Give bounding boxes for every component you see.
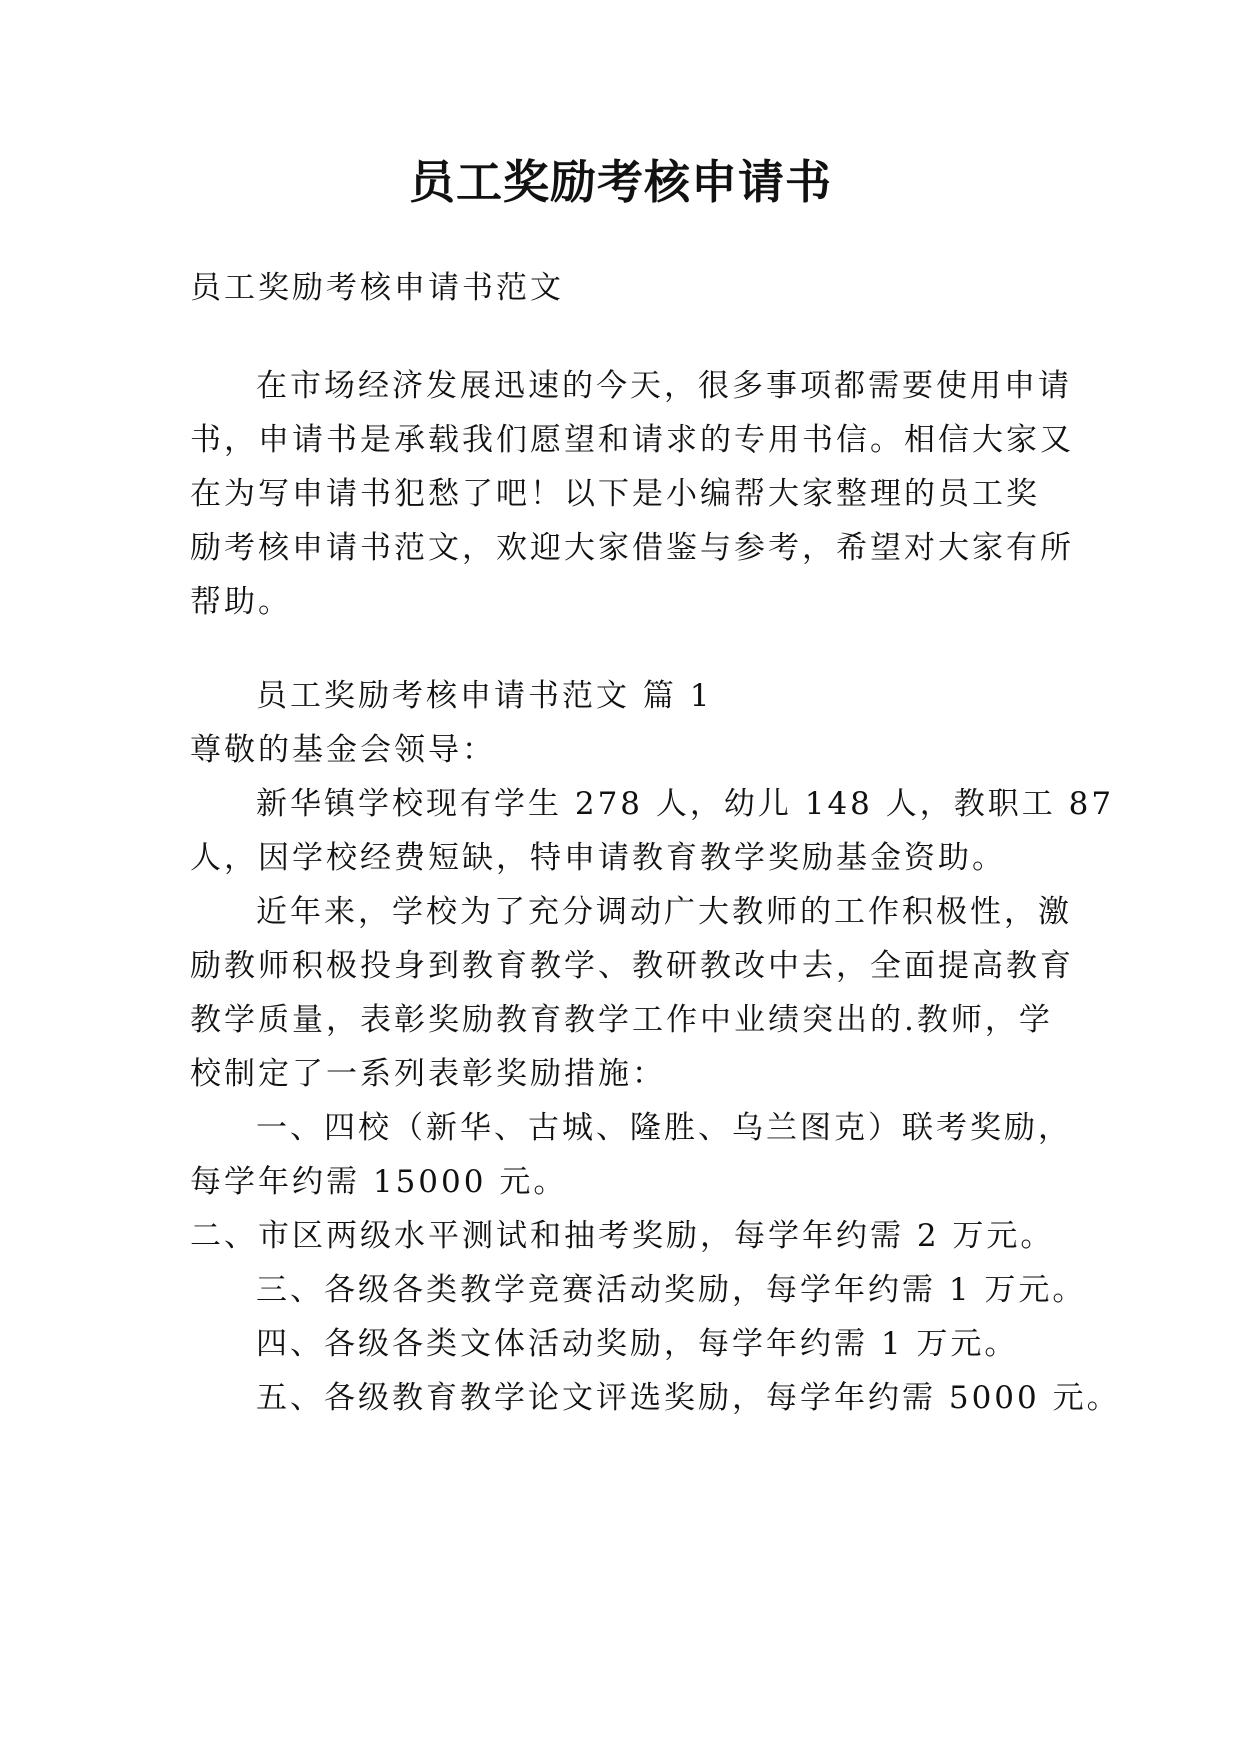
salutation: 尊敬的基金会领导：	[190, 732, 496, 768]
document-title: 员工奖励考核申请书	[409, 155, 832, 209]
body-line: 每学年约需 15000 元。	[190, 1164, 568, 1200]
body-line: 三、各级各类教学竞赛活动奖励，每学年约需 1 万元。	[256, 1272, 1087, 1308]
body-line: 二、市区两级水平测试和抽考奖励，每学年约需 2 万元。	[190, 1218, 1055, 1254]
body-line: 校制定了一系列表彰奖励措施：	[190, 1056, 666, 1092]
intro-line: 在市场经济发展迅速的今天，很多事项都需要使用申请	[256, 368, 1072, 404]
intro-line: 在为写申请书犯愁了吧！以下是小编帮大家整理的员工奖	[190, 476, 1040, 512]
intro-line: 书，申请书是承载我们愿望和请求的专用书信。相信大家又	[190, 422, 1074, 458]
document-subtitle: 员工奖励考核申请书范文	[190, 270, 564, 306]
body-line: 励教师积极投身到教育教学、教研教改中去，全面提高教育	[190, 948, 1074, 984]
intro-line: 帮助。	[190, 584, 292, 620]
body-line: 四、各级各类文体活动奖励，每学年约需 1 万元。	[256, 1326, 1019, 1362]
body-line: 五、各级教育教学论文评选奖励，每学年约需 5000 元。	[256, 1380, 1121, 1416]
body-line: 新华镇学校现有学生 278 人，幼儿 148 人，教职工 87	[256, 786, 1115, 822]
body-line: 教学质量，表彰奖励教育教学工作中业绩突出的.教师，学	[190, 1002, 1053, 1038]
intro-line: 励考核申请书范文，欢迎大家借鉴与参考，希望对大家有所	[190, 530, 1074, 566]
body-line: 近年来，学校为了充分调动广大教师的工作积极性，激	[256, 894, 1072, 930]
body-line: 人，因学校经费短缺，特申请教育教学奖励基金资助。	[190, 840, 1006, 876]
section-heading: 员工奖励考核申请书范文 篇 1	[256, 678, 713, 714]
body-line: 一、四校（新华、古城、隆胜、乌兰图克）联考奖励，	[256, 1110, 1072, 1146]
